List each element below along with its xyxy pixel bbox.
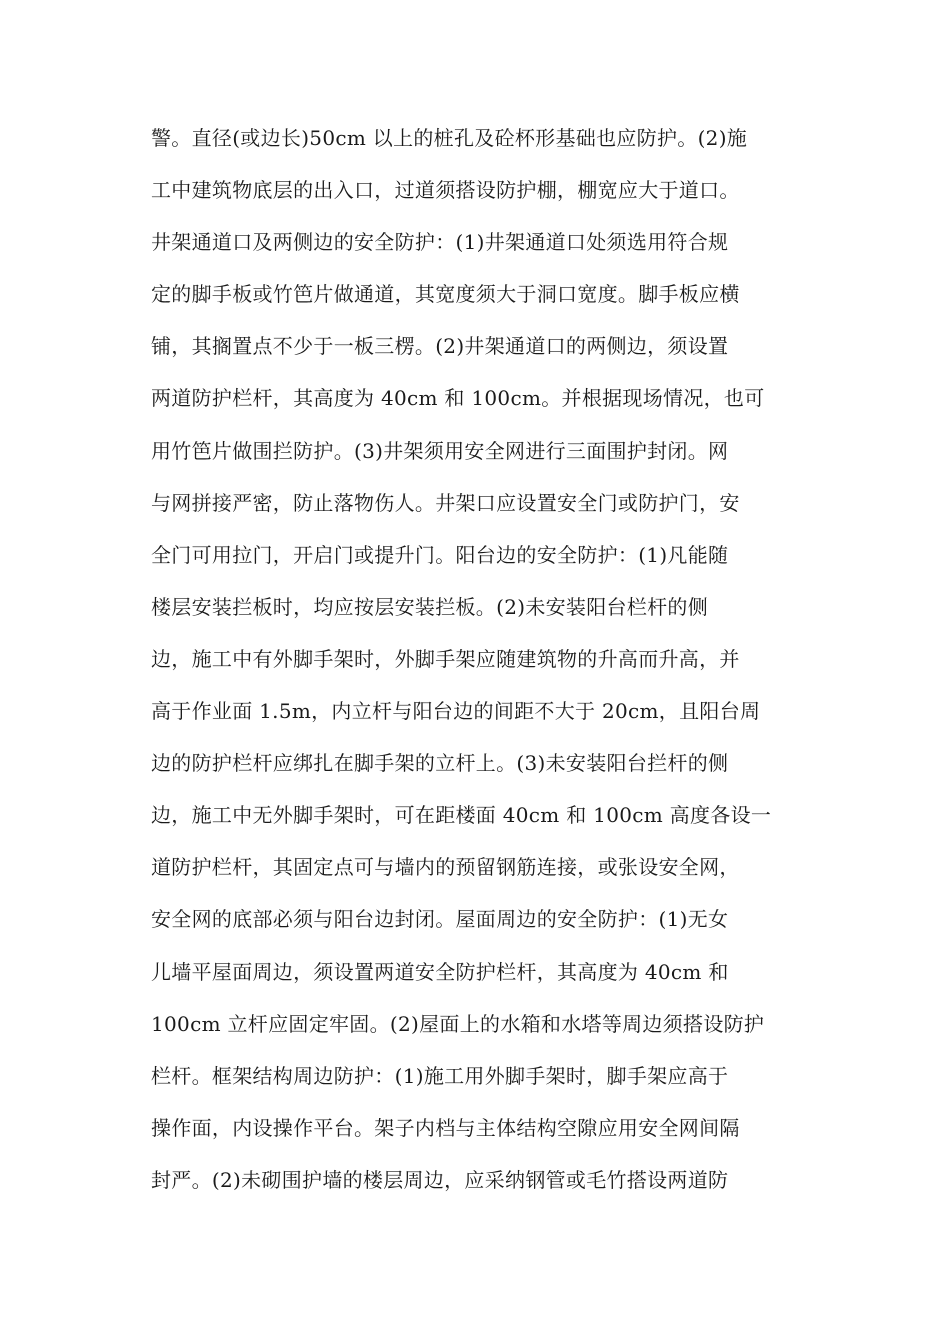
text-line: 工中建筑物底层的出入口，过道须搭设防护棚，棚宽应大于道口。 xyxy=(151,178,740,203)
text-line: 边的防护栏杆应绑扎在脚手架的立杆上。(3)未安装阳台拦杆的侧 xyxy=(151,751,729,776)
text-line: 与网拼接严密，防止落物伤人。井架口应设置安全门或防护门，安 xyxy=(151,490,740,515)
text-line: 楼层安装拦板时，均应按层安装拦板。(2)未安装阳台栏杆的侧 xyxy=(151,594,709,619)
text-line: 两道防护栏杆，其高度为 40cm 和 100cm。并根据现场情况，也可 xyxy=(151,386,765,411)
body-text xyxy=(151,118,811,1212)
text-line: 井架通道口及两侧边的安全防护：(1)井架通道口处须选用符合规 xyxy=(151,230,729,255)
text-line: 道防护栏杆，其固定点可与墙内的预留钢筋连接，或张设安全网， xyxy=(151,855,740,880)
text-line: 安全网的底部必须与阳台边封闭。屋面周边的安全防护：(1)无女 xyxy=(151,907,729,932)
text-line: 边，施工中无外脚手架时，可在距楼面 40cm 和 100cm 高度各设一 xyxy=(151,803,772,828)
text-line: 操作面，内设操作平台。架子内档与主体结构空隙应用安全网间隔 xyxy=(151,1115,740,1140)
text-line: 栏杆。框架结构周边防护：(1)施工用外脚手架时，脚手架应高于 xyxy=(151,1063,729,1088)
text-line: 铺，其搁置点不少于一板三楞。(2)井架通道口的两侧边，须设置 xyxy=(151,334,729,359)
text-line: 边，施工中有外脚手架时，外脚手架应随建筑物的升高而升高，并 xyxy=(151,646,740,671)
text-line: 用竹笆片做围拦防护。(3)井架须用安全网进行三面围护封闭。网 xyxy=(151,438,729,463)
text-line: 高于作业面 1.5m，内立杆与阳台边的间距不大于 20cm，且阳台周 xyxy=(151,699,761,724)
text-line: 儿墙平屋面周边，须设置两道安全防护栏杆，其高度为 40cm 和 xyxy=(151,959,729,984)
text-line: 定的脚手板或竹笆片做通道，其宽度须大于洞口宽度。脚手板应横 xyxy=(151,282,740,307)
text-line: 100cm 立杆应固定牢固。(2)屋面上的水箱和水塔等周边须搭设防护 xyxy=(151,1011,765,1036)
text-line: 封严。(2)未砌围护墙的楼层周边，应采纳钢管或毛竹搭设两道防 xyxy=(151,1167,729,1192)
text-line: 警。直径(或边长)50cm 以上的桩孔及砼杯形基础也应防护。(2)施 xyxy=(151,126,748,150)
text-line: 全门可用拉门，开启门或提升门。阳台边的安全防护：(1)凡能随 xyxy=(151,542,729,567)
